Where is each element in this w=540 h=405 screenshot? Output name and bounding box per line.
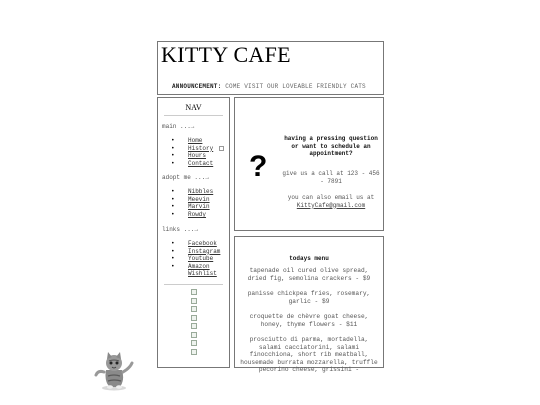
nav-link-contact[interactable]: Contact (188, 159, 214, 167)
broken-image-icon (191, 298, 197, 304)
bullet-icon: • (171, 137, 175, 144)
bullet-icon: • (171, 188, 175, 195)
list-item (158, 160, 229, 168)
list-item (158, 145, 229, 153)
link-instagram[interactable]: Instagram (188, 247, 221, 255)
list-item (158, 137, 229, 145)
nav-link-hours[interactable]: Hours (188, 152, 207, 160)
bullet-icon: • (171, 195, 175, 203)
bullet-icon: • (171, 152, 175, 160)
email-prefix: you can also email us at (287, 194, 375, 201)
list-item (158, 152, 229, 160)
menu-item: tapenade oil cured olive spread, dried fig, semolina crackers - $9 (247, 267, 371, 282)
contact-question: having a pressing question or want to schedule an appointment? (284, 135, 378, 157)
nav-divider (164, 115, 223, 116)
announcement-label: ANNOUNCEMENT: (172, 83, 222, 90)
adopt-link-nibbles[interactable]: Nibbles (188, 188, 214, 195)
nav-title: NAV (185, 103, 202, 112)
contact-panel (234, 97, 384, 231)
broken-image-icon (191, 349, 197, 355)
link-amazon[interactable]: Amazon (188, 262, 210, 270)
broken-image-icon (191, 340, 197, 346)
links-section-label: links ...→ (162, 226, 199, 233)
menu-item: prosciutto di parma, mortadella, salami cacciatorini, salami finocchiona, short rib meatball, housemade burrata mozzarella, truffle pecorino cheese, grissini - (240, 336, 378, 373)
nav-link-home[interactable]: Home (188, 137, 203, 144)
menu-panel (234, 236, 384, 373)
list-item (158, 248, 229, 256)
main-links-list (158, 137, 229, 167)
broken-image-icon (191, 323, 197, 329)
bullet-icon: • (171, 247, 175, 255)
list-item (158, 188, 229, 196)
email-link[interactable]: KittyCafe@gmail.com (296, 201, 366, 209)
list-item (158, 240, 229, 248)
adopt-link-meevin[interactable]: Meevin (188, 195, 210, 203)
main-section-label: main ...→ (162, 123, 195, 130)
broken-image-icon (191, 315, 197, 321)
nav-divider (164, 284, 223, 285)
adopt-links-list (158, 188, 229, 218)
bullet-icon: • (171, 240, 175, 247)
adopt-link-rowdy[interactable]: Rowdy (188, 210, 207, 218)
broken-image-icon (191, 289, 197, 295)
list-item (158, 203, 229, 211)
list-item (158, 196, 229, 204)
contact-phone: give us a call at 123 - 456 - 7891 (282, 170, 380, 185)
bullet-icon: • (171, 262, 175, 270)
question-mark-icon: ? (249, 150, 268, 183)
list-item (158, 211, 229, 219)
adopt-link-marvin[interactable]: Marvin (188, 203, 210, 211)
cat-illustration (92, 348, 136, 392)
menu-item: croquette de chèvre goat cheese, honey, thyme flowers - $11 (249, 313, 369, 328)
bullet-icon: • (171, 210, 175, 218)
bullet-icon: • (171, 255, 175, 263)
nav-sidebar (157, 97, 230, 368)
site-title: KITTY CAFE (161, 42, 291, 67)
nav-link-history[interactable]: History (188, 144, 214, 152)
menu-title: todays menu (289, 255, 329, 262)
broken-image-icon (219, 146, 224, 151)
menu-item: panisse chickpea fries, rosemary, garlic - $9 (247, 290, 371, 305)
list-item (158, 270, 229, 278)
link-wishlist[interactable]: Wishlist (188, 270, 217, 278)
header-panel (157, 41, 384, 95)
link-facebook[interactable]: Facebook (188, 240, 217, 247)
bullet-icon: • (171, 144, 175, 152)
broken-image-icon (191, 306, 197, 312)
external-links-list (158, 240, 229, 278)
link-youtube[interactable]: Youtube (188, 255, 214, 263)
announcement-text: COME VISIT OUR LOVEABLE FRIENDLY CATS (225, 83, 366, 90)
adopt-section-label: adopt me ...→ (162, 174, 209, 181)
list-item (158, 255, 229, 263)
broken-image-icon (191, 332, 197, 338)
bullet-icon: • (171, 203, 175, 211)
contact-email-text (281, 194, 381, 209)
image-column (191, 289, 197, 357)
bullet-icon: • (171, 159, 175, 167)
list-item (158, 263, 229, 271)
announcement-bar (172, 83, 366, 90)
